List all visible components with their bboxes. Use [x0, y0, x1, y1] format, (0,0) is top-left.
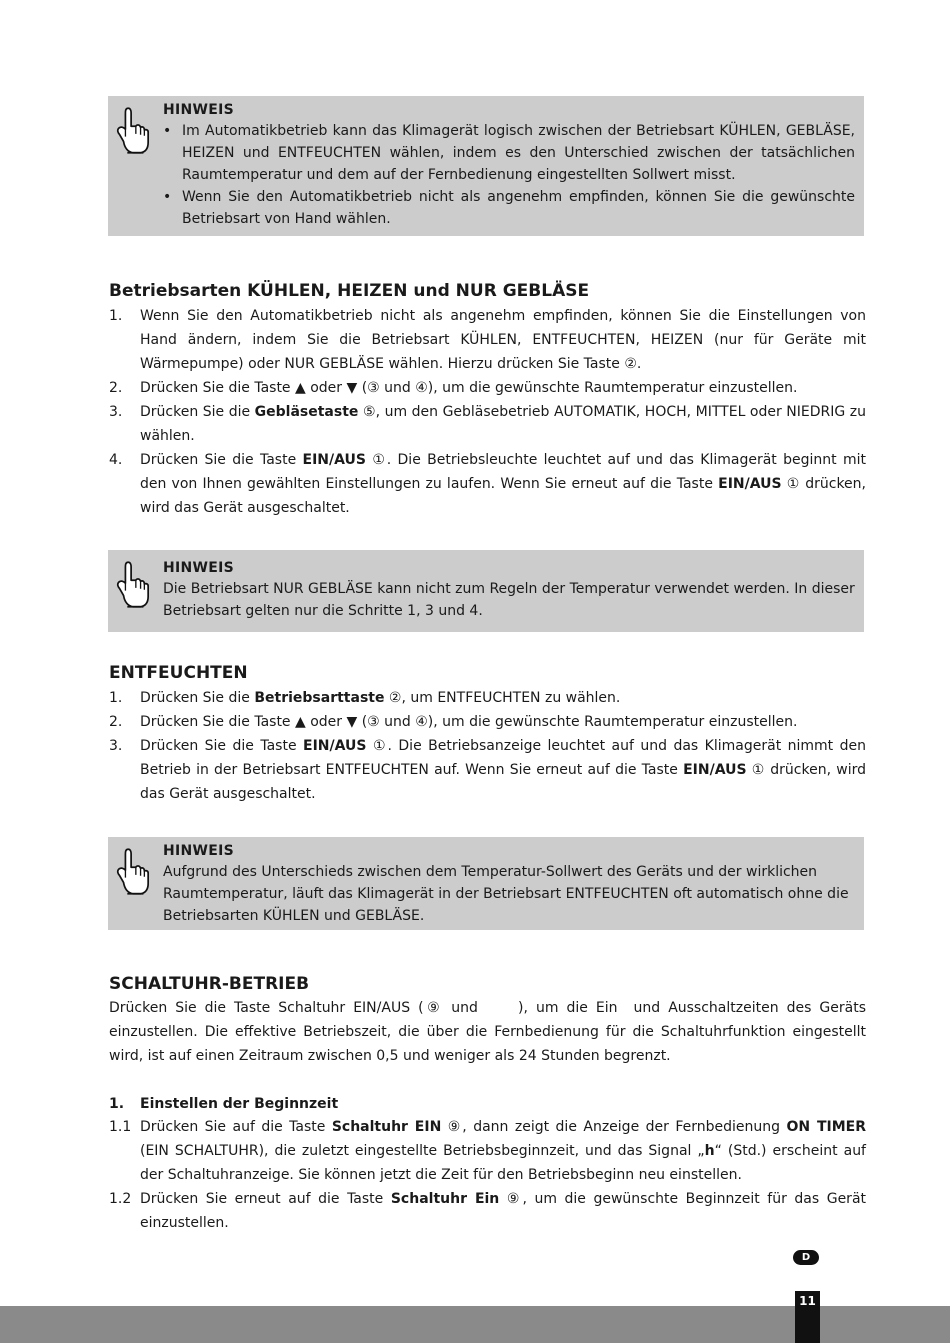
- note-title: HINWEIS: [163, 843, 235, 859]
- section-heading-cool-heat-fan: Betriebsarten KÜHLEN, HEIZEN und NUR GEBLÄSE: [109, 281, 590, 301]
- note-box-dehumidify: [108, 837, 864, 930]
- note-bullet: • Wenn Sie den Automatikbetrieb nicht als angenehm empfinden, können Sie die gewünschte Betriebsart von Hand wählen.: [163, 186, 855, 230]
- note-bullet: • Im Automatikbetrieb kann das Klimagerät logisch zwischen der Betriebsart KÜHLEN, GEBLÄSE, HEIZEN und ENTFEUCHTEN wählen, indem es den Unterschied zwischen der tatsächlichen Raumtemperatur und dem auf der Fernbedienung eingestellten Sollwert misst.: [163, 120, 855, 186]
- step-item: 1. Wenn Sie den Automatikbetrieb nicht als angenehm empfinden, können Sie die Einstellungen von Hand ändern, indem Sie die Betriebsart KÜHLEN, ENTFEUCHTEN, HEIZEN (nur für Geräte mit Wärmepumpe) oder NUR GEBLÄSE wählen. Hierzu drücken Sie Taste ②.: [109, 308, 866, 372]
- subheading-start-time: 1. Einstellen der Beginnzeit: [109, 1096, 339, 1112]
- section-heading-timer: SCHALTUHR-BETRIEB: [109, 974, 310, 994]
- note-text: Aufgrund des Unterschieds zwischen dem Temperatur-Sollwert des Geräts und der wirklichen Raumtemperatur, läuft das Klimagerät in der Betriebsart ENTFEUCHTEN oft automatisch ohne die Betriebsarten KÜHLEN und GEBLÄSE.: [163, 864, 849, 924]
- step-item: 2. Drücken Sie die Taste ▲ oder ▼ (③ und ④), um die gewünschte Raumtemperatur einzustellen.: [109, 714, 798, 730]
- steps-list-cool-heat-fan: [109, 304, 866, 520]
- pointing-hand-icon: [115, 559, 151, 611]
- steps-list-dehumidify: [109, 686, 866, 806]
- language-badge: D: [793, 1250, 819, 1265]
- note-box-fan-only: [108, 550, 864, 632]
- note-text: Die Betriebsart NUR GEBLÄSE kann nicht zum Regeln der Temperatur verwendet werden. In dieser Betriebsart gelten nur die Schritte 1, 3 und 4.: [163, 581, 855, 619]
- page-number: 11: [795, 1291, 820, 1343]
- step-item: 1.1 Drücken Sie auf die Taste Schaltuhr EIN ⑨, dann zeigt die Anzeige der Fernbedienung ON TIMER (EIN SCHALTUHR), die zuletzt eingestellte Betriebsbeginnzeit, und das Signal „h“ (Std.) erscheint auf der Schaltuhranzeige. Sie können jetzt die Zeit für den Betriebsbeginn neu einstellen.: [109, 1119, 866, 1183]
- timer-intro-paragraph: Drücken Sie die Taste Schaltuhr EIN/AUS (⑨ und ), um die Ein und Ausschaltzeiten des Geräts einzustellen. Die effektive Betriebszeit, die über die Fernbedienung für die Schaltuhrfunktion eingestellt wird, ist auf einen Zeitraum zwischen 0,5 und weniger als 24 Stunden begrenzt.: [109, 1000, 871, 1064]
- note-bullet-list: [163, 120, 855, 230]
- step-item: 3. Drücken Sie die Gebläsetaste ⑤, um den Gebläsebetrieb AUTOMATIK, HOCH, MITTEL oder NIEDRIG zu wählen.: [109, 404, 866, 444]
- step-item: 4. Drücken Sie die Taste EIN/AUS ①. Die Betriebsleuchte leuchtet auf und das Klimagerät beginnt mit den von Ihnen gewählten Einstellungen zu laufen. Wenn Sie erneut auf die Taste EIN/AUS ① drücken, wird das Gerät ausgeschaltet.: [109, 452, 866, 516]
- step-item: 2. Drücken Sie die Taste ▲ oder ▼ (③ und ④), um die gewünschte Raumtemperatur einzustellen.: [109, 380, 798, 396]
- steps-list-timer: [109, 1115, 866, 1235]
- note-title: HINWEIS: [163, 102, 235, 118]
- step-item: 1. Drücken Sie die Betriebsarttaste ②, um ENTFEUCHTEN zu wählen.: [109, 690, 621, 706]
- note-box-auto-mode: [108, 96, 864, 236]
- note-title: HINWEIS: [163, 560, 235, 576]
- pointing-hand-icon: [115, 846, 151, 898]
- section-heading-dehumidify: ENTFEUCHTEN: [109, 663, 248, 683]
- step-item: 3. Drücken Sie die Taste EIN/AUS ①. Die Betriebsanzeige leuchtet auf und das Klimagerät nimmt den Betrieb in der Betriebsart ENTFEUCHTEN auf. Wenn Sie erneut auf die Taste EIN/AUS ① drücken, wird das Gerät ausgeschaltet.: [109, 738, 866, 802]
- step-item: 1.2 Drücken Sie erneut auf die Taste Schaltuhr Ein ⑨, um die gewünschte Beginnzeit für das Gerät einzustellen.: [109, 1191, 867, 1231]
- pointing-hand-icon: [115, 105, 151, 157]
